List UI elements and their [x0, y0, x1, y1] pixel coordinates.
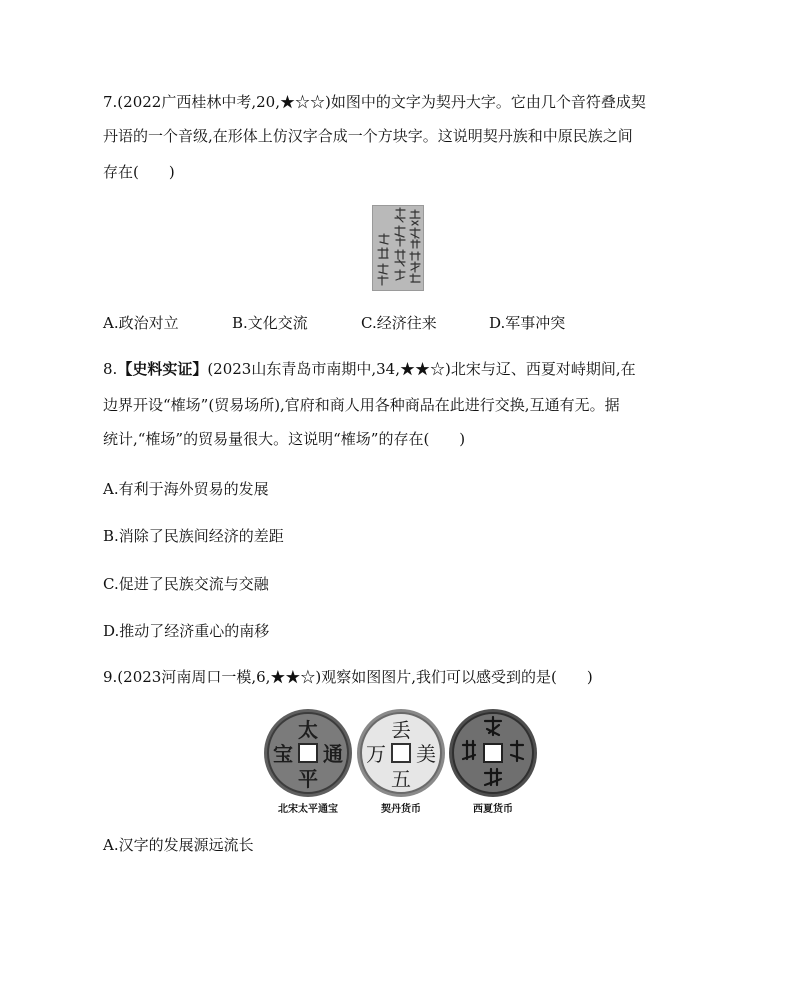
- q7-option-a[interactable]: A.政治对立: [103, 314, 179, 332]
- q8-line-1: [103, 359, 636, 379]
- q8-paren-close: ): [459, 430, 466, 448]
- q7-line-2: 丹语的一个音级,在形体上仿汉字合成一个方块字。这说明契丹族和中原民族之间: [103, 127, 633, 145]
- coin2-char-bottom: 五: [391, 767, 411, 791]
- q7-line-3: [103, 162, 175, 182]
- coin1-char-right: 通: [323, 742, 343, 766]
- coin-northern-song: [262, 707, 354, 799]
- q8-option-d[interactable]: D.推动了经济重心的南移: [103, 622, 270, 640]
- q7-stem-end: 存在(: [103, 163, 139, 181]
- q8-line-3: [103, 429, 465, 449]
- q9-option-a[interactable]: A.汉字的发展源远流长: [103, 836, 254, 854]
- q8-number: 8.: [103, 360, 118, 378]
- q7-option-b[interactable]: B.文化交流: [232, 314, 308, 332]
- coin1-char-top: 太: [298, 718, 318, 742]
- coin1-char-bottom: 平: [298, 767, 318, 791]
- coin2-char-left: 万: [366, 742, 386, 766]
- coin1-char-left: 宝: [273, 742, 293, 766]
- q9-paren-close: ): [586, 668, 593, 686]
- q7-paren-close: ): [168, 163, 175, 181]
- coin3-caption: 西夏货币: [473, 804, 513, 815]
- q8-line-1-text: (2023山东青岛市南期中,34,★★☆)北宋与辽、西夏对峙期间,在: [207, 360, 636, 378]
- q7-option-d[interactable]: D.军事冲突: [489, 314, 566, 332]
- q8-tag: 【史料实证】: [117, 360, 208, 378]
- coin2-caption: 契丹货币: [381, 804, 421, 815]
- coin1-caption: 北宋太平通宝: [278, 804, 338, 815]
- coin2-char-right: 美: [416, 742, 436, 766]
- q8-option-a[interactable]: A.有利于海外贸易的发展: [103, 480, 269, 498]
- q7-option-c[interactable]: C.经济往来: [361, 314, 437, 332]
- q7-line-1: 7.(2022广西桂林中考,20,★☆☆)如图中的文字为契丹大字。它由几个音符叠成契: [103, 93, 646, 111]
- coin-khitan: [355, 707, 447, 799]
- q9-line-1: [103, 667, 593, 687]
- khitan-script-image: [372, 205, 424, 291]
- coin2-char-top: 丢: [391, 718, 411, 742]
- q8-option-b[interactable]: B.消除了民族间经济的差距: [103, 527, 284, 545]
- q8-line-2: 边界开设“榷场”(贸易场所),官府和商人用各种商品在此进行交换,互通有无。据: [103, 396, 620, 414]
- coin-western-xia: [447, 707, 539, 799]
- q8-stem-end: 统计,“榷场”的贸易量很大。这说明“榷场”的存在(: [103, 430, 430, 448]
- q9-stem: 9.(2023河南周口一模,6,★★☆)观察如图图片,我们可以感受到的是(: [103, 668, 557, 686]
- q8-option-c[interactable]: C.促进了民族交流与交融: [103, 575, 269, 593]
